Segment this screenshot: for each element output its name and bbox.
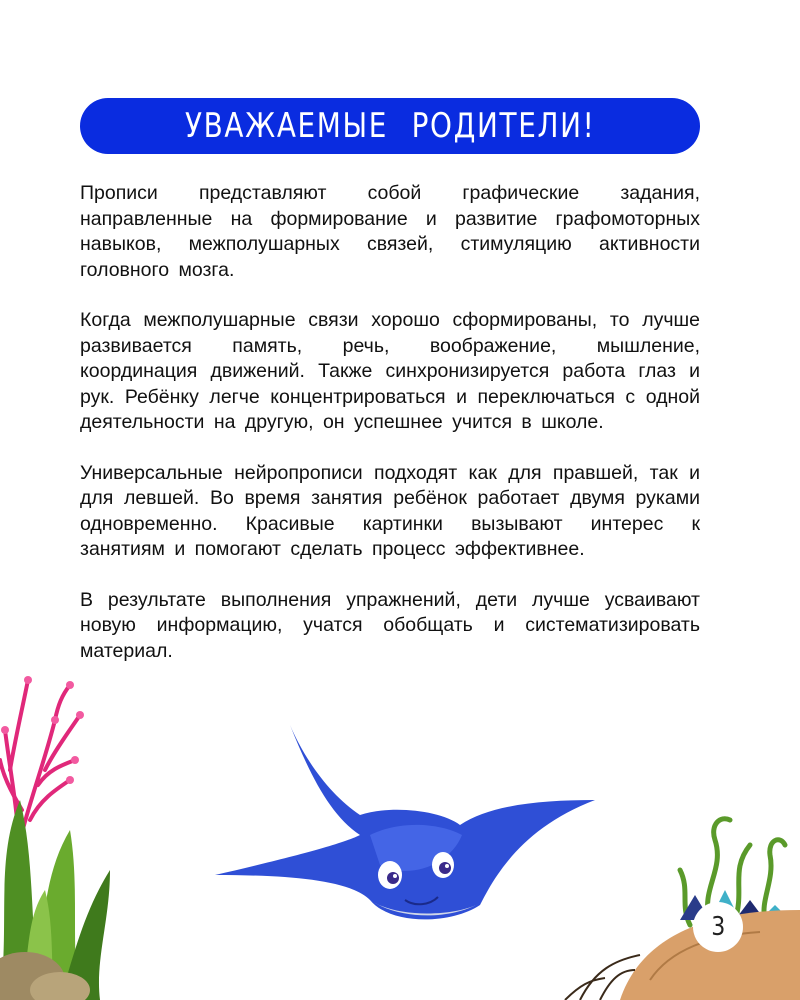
- sand-seaweed-illustration: [560, 810, 800, 1000]
- page-number-badge: [693, 902, 743, 952]
- paragraph-3: Универсальные нейропрописи подходят как для правшей, так и для левшей. Во время занятия ребёнок работает двумя руками одновременно. Красивые картинки вызывают интерес к занятиям и помогают сделать процесс эффективнее.: [80, 461, 700, 560]
- manta-ray-illustration: [200, 715, 610, 940]
- title-banner: [80, 98, 700, 154]
- page-number: 3: [710, 912, 726, 942]
- body-text: [80, 181, 700, 689]
- paragraph-1: Прописи представляют собой графические задания, направленные на формирование и развитие графомоторных навыков, межполушарных связей, стимуляцию активности головного мозга.: [80, 182, 700, 281]
- paragraph-4: В результате выполнения упражнений, дети лучше усваивают новую информацию, учатся обобщать и систематизировать материал.: [80, 588, 700, 662]
- paragraph-2: Когда межполушарные связи хорошо сформированы, то лучше развивается память, речь, воображение, мышление, координация движений. Также синхронизируется работа глаз и рук. Ребёнку легче концентрироваться и переключаться с одной деятельности на другую, он успешнее учится в школе.: [80, 309, 700, 433]
- page-title: УВАЖАЕМЫЕ РОДИТЕЛИ!: [184, 106, 596, 146]
- coral-seaweed-illustration: [0, 660, 150, 1000]
